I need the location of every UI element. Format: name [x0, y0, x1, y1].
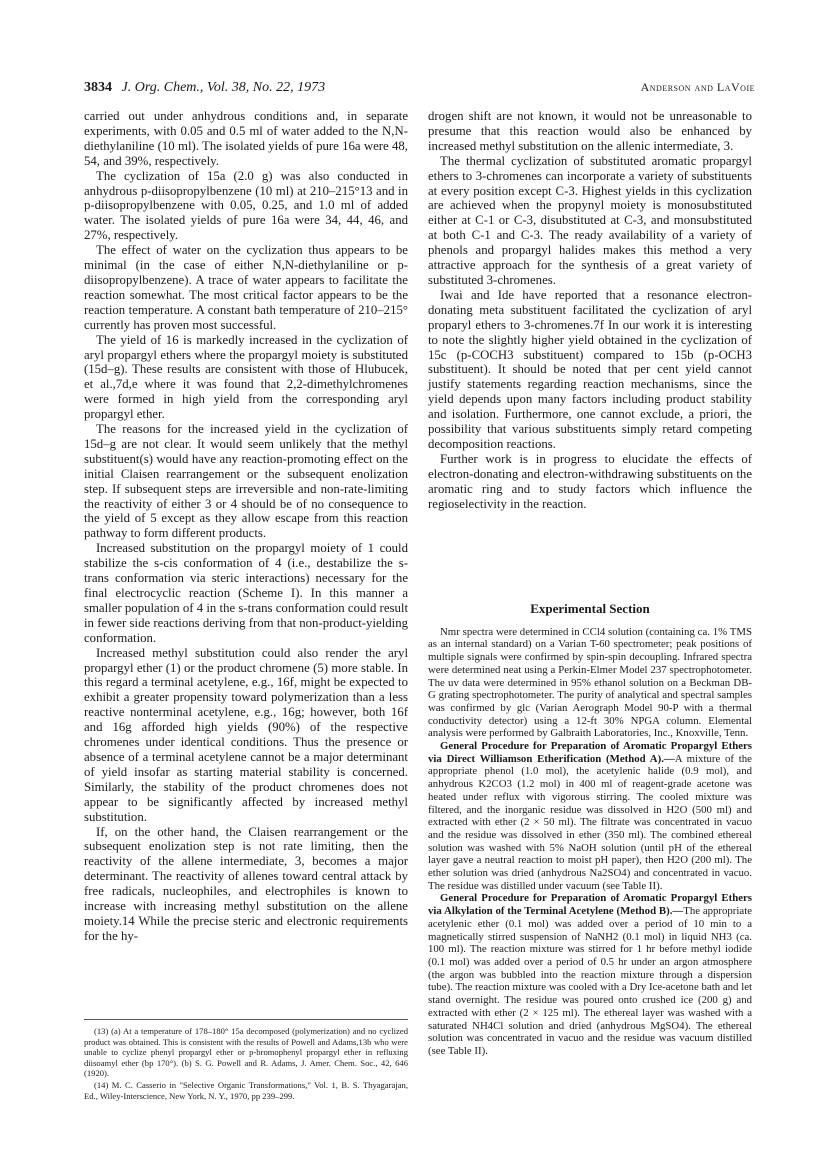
footnote: (14) M. C. Casserio in "Selective Organic Transformations," Vol. 1, B. S. Thyagarajan, Ed., Wiley-Interscience, New York, N. Y., 1970, pp 239–299.	[84, 1079, 408, 1101]
footnotes	[84, 1026, 408, 1102]
paragraph	[428, 740, 752, 892]
paragraph: carried out under anhydrous conditions and, in separate experiments, with 0.05 and 0.5 ml of water added to the N,N-diethylaniline (10 ml). The isolated yields of pure 16a were 48, 54, and 39%, respectively.	[84, 109, 408, 168]
paragraph: Further work is in progress to elucidate the effects of electron-donating and electron-withdrawing substituents on the aromatic ring and to study factors which influence the regioselectivity in the reaction.	[428, 451, 752, 511]
paragraph: Increased methyl substitution could also render the aryl propargyl ether (1) or the product chromene (5) more stable. In this regard a terminal acetylene, e.g., 16f, might be expected to exhibit a greater propensity toward polymerization than a less reactive nonterminal acetylene, e.g., 16g; however, both 16f and 16g afforded high yields (90%) of the respective chromenes under identical conditions. Thus the presence or absence of a terminal acetylene cannot be a major determinant of yield insofar as starting material stability is concerned. Similarly, the stability of the product chromenes does not appear to be significantly affected by increased methyl substitution.	[84, 645, 408, 824]
paragraph: The effect of water on the cyclization thus appears to be minimal (in the case of either N,N-diethylaniline or p-diisopropylbenzene). A trace of water appears to facilitate the reaction somewhat. The most critical factor appears to be the reaction temperature. A constant bath temperature of 210–215° currently has proven most successful.	[84, 243, 408, 332]
running-head-left	[84, 80, 325, 96]
paragraph: The reasons for the increased yield in the cyclization of 15d–g are not clear. It would seem unlikely that the methyl substituent(s) would have any reaction-promoting effect on the initial Claisen rearrangement or the subsequent enolization step. If subsequent steps are irreversible and non-rate-limiting the reactivity of either 3 or 4 should be of no consequence to the yield of 5 except as they allow escape from this reaction pathway to form different products.	[84, 422, 408, 541]
paragraph	[428, 892, 752, 1057]
running-head-authors: Anderson and LaVoie	[640, 80, 755, 94]
paragraph: Nmr spectra were determined in CCl4 solution (containing ca. 1% TMS as an internal standard) on a Varian T-60 spectrometer; peak positions of multiple signals were confirmed by spin-spin decoupling. Infrared spectra were determined neat using a Perkin-Elmer Model 237 spectrophotometer. The uv data were determined in 95% ethanol solution on a Beckman DB-G grating spectrophotometer. The purity of analytical and spectral samples was confirmed by glc (Varian Aerograph Model 90-P with a thermal conductivity detector) using a 12-ft 30% NPGA column. Elemental analysis were performed by Galbraith Laboratories, Inc., Knoxville, Tenn.	[428, 625, 752, 740]
section-heading: Experimental Section	[530, 601, 650, 616]
paragraph: Iwai and Ide have reported that a resonance electron-donating meta substituent facilitated the cyclization of aryl proparyl ethers to 3-chromenes.7f In our work it is interesting to note the slightly higher yield obtained in the cyclization of 15c (p-COCH3 substituent) compared to 15b (p-OCH3 substituent). It should be noted that per cent yield cannot justify statements regarding reaction mechanisms, since the yield depends upon many factors including product stability and isolation. Furthermore, one cannot exclude, a priori, the possibility that various substituents simply retard competing decomposition reactions.	[428, 287, 752, 451]
right-column	[428, 109, 752, 511]
footnote: (13) (a) At a temperature of 178–180° 15a decomposed (polymerization) and no cyclized product was obtained. This is consistent with the results of Powell and Adams,13b who were unable to cyclize phenyl propargyl ether or p-bromophenyl propargyl ether in refluxing diisoamyl ether (bp 170°). (b) S. G. Powell and R. Adams, J. Amer. Chem. Soc., 42, 646 (1920).	[84, 1026, 408, 1079]
paragraph: The yield of 16 is markedly increased in the cyclization of aryl propargyl ethers where the propargyl moiety is substituted (15d–g). These results are consistent with those of Hlubucek, et al.,7d,e where it was found that 2,2-dimethylchromenes were formed in high yield from the corresponding aryl propargyl ether.	[84, 332, 408, 422]
paragraph: drogen shift are not known, it would not be unreasonable to presume that this reaction would also be enhanced by increased methyl substitution on the allenic intermediate, 3.	[428, 109, 752, 153]
experimental-section	[428, 603, 752, 1058]
subsection-text: A mixture of the appropriate phenol (1.0 mol), the acetylenic halide (0.9 mol), and anhydrous K2CO3 (1.2 mol) in 400 ml of reagent-grade acetone was heated under reflux with vigorous stirring. The cooled mixture was filtered, and the inorganic residue was dissolved in H2O (500 ml) and extracted with ether (2 × 50 ml). The filtrate was concentrated in vacuo and the residue was dissolved in ether (350 ml). The combined ethereal solution was washed with 5% NaOH solution (until pH of the ethereal layer gave a neutral reaction to moist pH paper), then H2O (200 ml). The ether solution was dried (anhydrous Na2SO4) and concentrated in vacuo. The residue was distilled under vacuum (see Table II).	[428, 752, 752, 892]
subsection-text: The appropriate acetylenic ether (0.1 mol) was added over a period of 10 min to a magnetically stirred suspension of NaNH2 (0.1 mol) in liquid NH3 (ca. 100 ml). The reaction mixture was stirred for 1 hr before methyl iodide (0.1 mol) was added over a period of 0.5 hr under an argon atmosphere (the argon was bubbled into the reaction mixture through a dispersion tube). The reaction mixture was cooled with a Dry Ice-acetone bath and let stand overnight. The residue was poured onto crushed ice (200 g) and extracted with ether (2 × 125 ml). The ethereal layer was washed with a saturated NH4Cl solution and dried (anhydrous MgSO4). The ethereal solution was concentrated in vacuo and the residue was vacuum distilled (see Table II).	[428, 905, 752, 1057]
paragraph: The cyclization of 15a (2.0 g) was also conducted in anhydrous p-diisopropylbenzene (10 ml) at 210–215°13 and in p-diisopropylbenzene with 0.05, 0.25, and 1.0 ml of added water. The isolated yields of pure 16a were 34, 44, 46, and 27%, respectively.	[84, 168, 408, 243]
subsection-title: General Procedure for Preparation of Aromatic Propargyl Ethers via Alkylation of the Terminal Acetylene (Method B).—	[428, 892, 752, 918]
journal-citation: J. Org. Chem., Vol. 38, No. 22, 1973	[121, 80, 326, 95]
subsection-title: General Procedure for Preparation of Aromatic Propargyl Ethers via Direct Williamson Etherification (Method A).—	[428, 740, 752, 765]
page-number: 3834	[84, 80, 112, 95]
left-column	[84, 109, 408, 944]
paragraph: The thermal cyclization of substituted aromatic propargyl ethers to 3-chromenes can incorporate a variety of substituents at every position except C-3. Highest yields in this cyclization are achieved when the propynyl moiety is monosubstituted either at C-1 or C-3, disubstituted at C-3, and monsubstituted at both C-1 and C-3. The ready availability of a variety of phenols and propargyl halides makes this method a very attractive approach for the synthesis of a great variety of substituted 3-chromenes.	[428, 153, 752, 287]
footnote-divider	[84, 1019, 408, 1020]
page-header	[84, 80, 755, 100]
paragraph: If, on the other hand, the Claisen rearrangement or the subsequent enolization step is not rate limiting, then the reactivity of the allene intermediate, 3, becomes a major determinant. The reactivity of allenes toward central attack by free radicals, nucleophiles, and electrophiles is known to increase with increasing methyl substitution on the allene moiety.14 While the precise steric and electronic requirements for the hy-	[84, 824, 408, 943]
paragraph: Increased substitution on the propargyl moiety of 1 could stabilize the s-cis conformation of 4 (i.e., destabilize the s-trans conformation via steric interactions) necessary for the final electrocyclic reaction (Scheme I). In this manner a smaller population of 4 in the s-trans conformation could result in fewer side reactions deriving from that non-product-yielding conformation.	[84, 541, 408, 645]
